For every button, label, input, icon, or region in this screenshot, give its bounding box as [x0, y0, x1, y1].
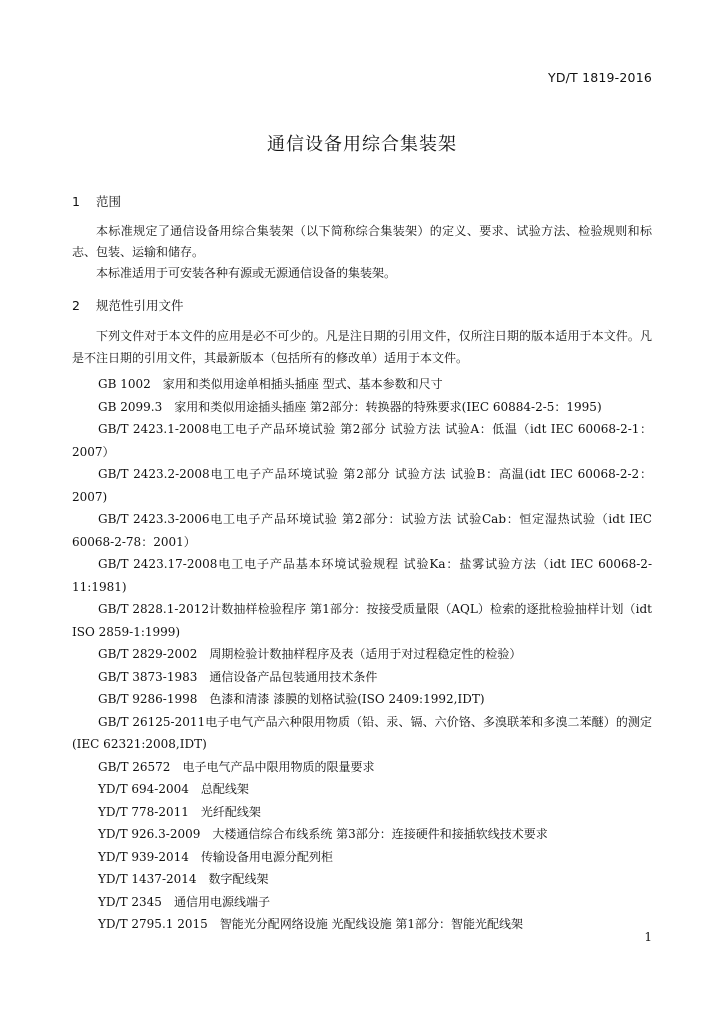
- reference-item: YD/T 694-2004 总配线架: [98, 782, 249, 796]
- document-title: 通信设备用综合集装架: [267, 134, 457, 155]
- reference-item: GB/T 26125-2011电子电气产品六种限用物质（铅、汞、镉、六价铬、多溴联苯和多溴二苯醚）的测定(IEC 62321:2008,IDT): [72, 714, 652, 751]
- reference-item: GB/T 3873-1983 通信设备产品包装通用技术条件: [98, 669, 378, 684]
- section-1-heading: [72, 192, 121, 210]
- reference-item: YD/T 778-2011 光纤配线架: [98, 804, 261, 819]
- reference-item: GB/T 2423.2-2008电工电子产品环境试验 第2部分 试验方法 试验B：高温(idt IEC 60068-2-2：2007): [72, 467, 652, 504]
- reference-item: YD/T 926.3-2009 大楼通信综合布线系统 第3部分：连接硬件和接插软线技术要求: [98, 827, 548, 841]
- section-2-number: 2: [72, 298, 80, 313]
- reference-item: GB/T 2829-2002 周期检验计数抽样程序及表（适用于对过程稳定性的检验）: [98, 647, 522, 661]
- section-2-heading: [72, 296, 184, 314]
- scope-paragraph-2: 本标准适用于可安装各种有源或无源通信设备的集装架。: [96, 266, 397, 280]
- section-1-title: 范围: [95, 194, 121, 209]
- reference-item: GB/T 26572 电子电气产品中限用物质的限量要求: [98, 759, 375, 774]
- page-number: 1: [644, 930, 652, 944]
- scope-paragraph-1: 本标准规定了通信设备用综合集装架（以下简称综合集装架）的定义、要求、试验方法、检验规则和标志、包装、运输和储存。: [72, 224, 652, 259]
- section-1-number: 1: [72, 194, 80, 209]
- section-1-body: [72, 221, 652, 284]
- reference-item: YD/T 2795.1 2015 智能光分配网络设施 光配线设施 第1部分：智能光配线架: [98, 917, 524, 931]
- section-2-body: [72, 325, 652, 936]
- reference-list: [72, 373, 652, 936]
- references-intro: 下列文件对于本文件的应用是必不可少的。凡是注日期的引用文件，仅所注日期的版本适用于本文件。凡是不注日期的引用文件，其最新版本（包括所有的修改单）适用于本文件。: [72, 329, 652, 365]
- reference-item: YD/T 1437-2014 数字配线架: [98, 872, 269, 886]
- reference-item: GB/T 9286-1998 色漆和清漆 漆膜的划格试验(ISO 2409:1992,IDT): [98, 692, 485, 706]
- reference-item: GB 2099.3 家用和类似用途插头插座 第2部分：转换器的特殊要求(IEC 60884-2-5：1995): [98, 399, 602, 414]
- reference-item: GB/T 2423.1-2008电工电子产品环境试验 第2部分 试验方法 试验A：低温（idt IEC 60068-2-1：2007）: [72, 422, 652, 459]
- reference-item: GB/T 2828.1-2012计数抽样检验程序 第1部分：按接受质量限（AQL）检索的逐批检验抽样计划（idt ISO 2859-1:1999): [72, 602, 652, 639]
- section-2-title: 规范性引用文件: [95, 298, 184, 313]
- reference-item: GB/T 2423.3-2006电工电子产品环境试验 第2部分：试验方法 试验Cab：恒定湿热试验（idt IEC 60068-2-78：2001）: [72, 512, 652, 549]
- reference-item: GB 1002 家用和类似用途单相插头插座 型式、基本参数和尺寸: [98, 377, 443, 391]
- reference-item: YD/T 939-2014 传输设备用电源分配列柜: [98, 849, 333, 864]
- reference-item: GB/T 2423.17-2008电工电子产品基本环境试验规程 试验Ka：盐雾试验方法（idt IEC 60068-2-11:1981): [72, 557, 652, 594]
- reference-item: YD/T 2345 通信用电源线端子: [98, 894, 270, 909]
- standard-code: YD/T 1819-2016: [547, 70, 652, 85]
